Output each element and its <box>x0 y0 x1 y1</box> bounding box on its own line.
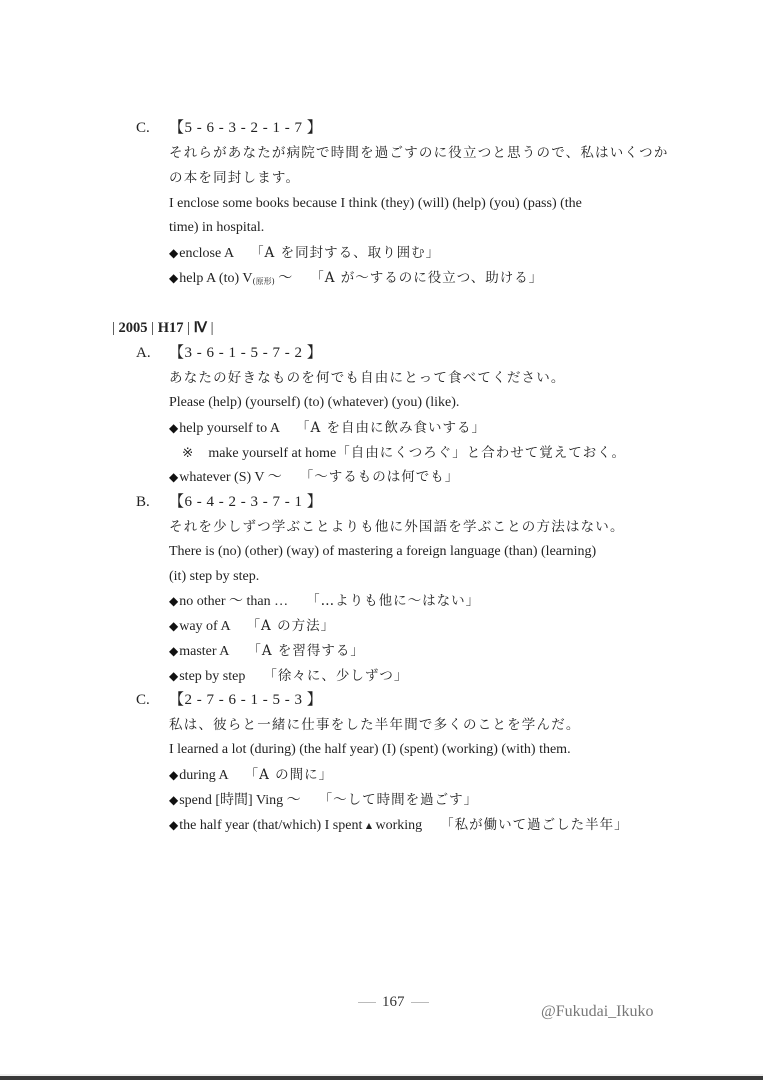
note-phrase: way of A <box>179 619 231 634</box>
note-gloss: 「～して時間を過ごす」 <box>318 792 479 808</box>
japanese-sentence: それを少しずつ学ぶことよりも他に外国語を学ぶことの方法はない。 <box>169 519 625 535</box>
section-header: | 2005 | H17 | Ⅳ | <box>112 320 214 336</box>
note-phrase: spend [時間] Ving ～ <box>179 793 301 808</box>
diamond-bullet-icon: ◆ <box>169 246 179 260</box>
note-gloss: 「A の間に」 <box>244 767 334 783</box>
english-sentence-cont: (it) step by step. <box>169 569 260 584</box>
english-sentence-cont: time) in hospital. <box>169 220 265 235</box>
japanese-sentence: それらがあなたが病院で時間を過ごすのに役立つと思うので、私はいくつか <box>169 145 669 161</box>
note-phrase: master A <box>179 644 230 659</box>
note-item <box>169 243 440 264</box>
author-watermark: @Fukudai_Ikuko <box>541 1003 654 1020</box>
item-label-c: C. <box>136 692 150 708</box>
japanese-sentence-cont: の本を同封します。 <box>169 170 301 186</box>
viewer-bottom-bar <box>0 1076 763 1080</box>
diamond-bullet-icon: ◆ <box>169 793 179 807</box>
reference-mark-icon: ※ <box>182 445 195 461</box>
japanese-sentence: あなたの好きなものを何でも自由にとって食べてください。 <box>169 370 566 386</box>
header-year: 2005 <box>118 320 148 336</box>
note-phrase: enclose A <box>179 246 235 261</box>
page-number: 167 <box>352 994 435 1011</box>
diamond-bullet-icon: ◆ <box>169 619 179 633</box>
answer-key-b: 【6 - 4 - 2 - 3 - 7 - 1 】 <box>169 494 323 510</box>
english-sentence: Please (help) (yourself) (to) (whatever) (you) (like). <box>169 395 460 410</box>
note-phrase: step by step <box>179 669 246 684</box>
note-item <box>169 765 333 786</box>
note-item <box>169 591 480 612</box>
english-sentence: There is (no) (other) (way) of mastering a foreign language (than) (learning) <box>169 544 597 559</box>
diamond-bullet-icon: ◆ <box>169 768 179 782</box>
note-gloss: 「…よりも他に～はない」 <box>306 593 481 609</box>
page-number-dash <box>411 1002 429 1003</box>
note-gloss: 「A が～するのに役立つ、助ける」 <box>310 270 544 286</box>
item-label-a: A. <box>136 345 151 361</box>
note-gloss: 「A を習得する」 <box>247 643 365 659</box>
note-item <box>169 666 408 687</box>
item-label-b: B. <box>136 494 150 510</box>
header-part: Ⅳ <box>193 320 208 336</box>
gap-triangle-icon: ▲ <box>365 821 372 830</box>
diamond-bullet-icon: ◆ <box>169 594 179 608</box>
note-phrase: make yourself at home <box>208 446 337 461</box>
note-item <box>182 443 626 464</box>
note-item <box>169 641 365 662</box>
answer-key-c: 【2 - 7 - 6 - 1 - 5 - 3 】 <box>169 692 323 708</box>
note-item <box>169 790 478 811</box>
note-phrase-post: working <box>371 818 423 833</box>
note-gloss: 「A を自由に飲み食いする」 <box>295 420 486 436</box>
page-number-dash <box>358 1002 376 1003</box>
diamond-bullet-icon: ◆ <box>169 271 179 285</box>
note-gloss: 「私が働いて過ごした半年」 <box>440 817 629 833</box>
note-phrase: during A <box>179 768 229 783</box>
english-sentence: I learned a lot (during) (the half year) (I) (spent) (working) (with) them. <box>169 742 571 757</box>
note-item <box>169 616 335 637</box>
diamond-bullet-icon: ◆ <box>169 421 179 435</box>
note-phrase: help A (to) V <box>179 271 253 286</box>
note-item <box>169 815 629 836</box>
note-phrase: whatever (S) V ～ <box>179 470 282 485</box>
note-phrase: help yourself to A <box>179 421 280 436</box>
note-gloss: 「～するものは何でも」 <box>299 469 460 485</box>
note-item <box>169 268 543 292</box>
note-subscript: (原形) <box>252 277 275 286</box>
japanese-sentence: 私は、彼らと一緒に仕事をした半年間で多くのことを学んだ。 <box>169 717 581 733</box>
english-sentence: I enclose some books because I think (they) (will) (help) (you) (pass) (the <box>169 196 582 211</box>
item-label-c-prev: C. <box>136 120 150 136</box>
note-gloss: 「徐々に、少しずつ」 <box>263 668 409 684</box>
note-phrase: no other ～ than … <box>179 594 289 609</box>
diamond-bullet-icon: ◆ <box>169 470 179 484</box>
header-era: H17 <box>157 320 184 336</box>
diamond-bullet-icon: ◆ <box>169 644 179 658</box>
note-item <box>169 467 459 488</box>
note-item <box>169 418 486 439</box>
note-gloss: 「自由にくつろぐ」と合わせて覚えておく。 <box>336 445 626 461</box>
diamond-bullet-icon: ◆ <box>169 669 179 683</box>
answer-key-c-prev: 【5 - 6 - 3 - 2 - 1 - 7 】 <box>169 120 323 136</box>
note-tilde: ～ <box>274 271 293 286</box>
note-phrase: the half year (that/which) I spent <box>179 818 366 833</box>
diamond-bullet-icon: ◆ <box>169 818 179 832</box>
note-gloss: 「A の方法」 <box>246 618 336 634</box>
answer-key-a: 【3 - 6 - 1 - 5 - 7 - 2 】 <box>169 345 323 361</box>
note-gloss: 「A を同封する、取り囲む」 <box>250 245 441 261</box>
